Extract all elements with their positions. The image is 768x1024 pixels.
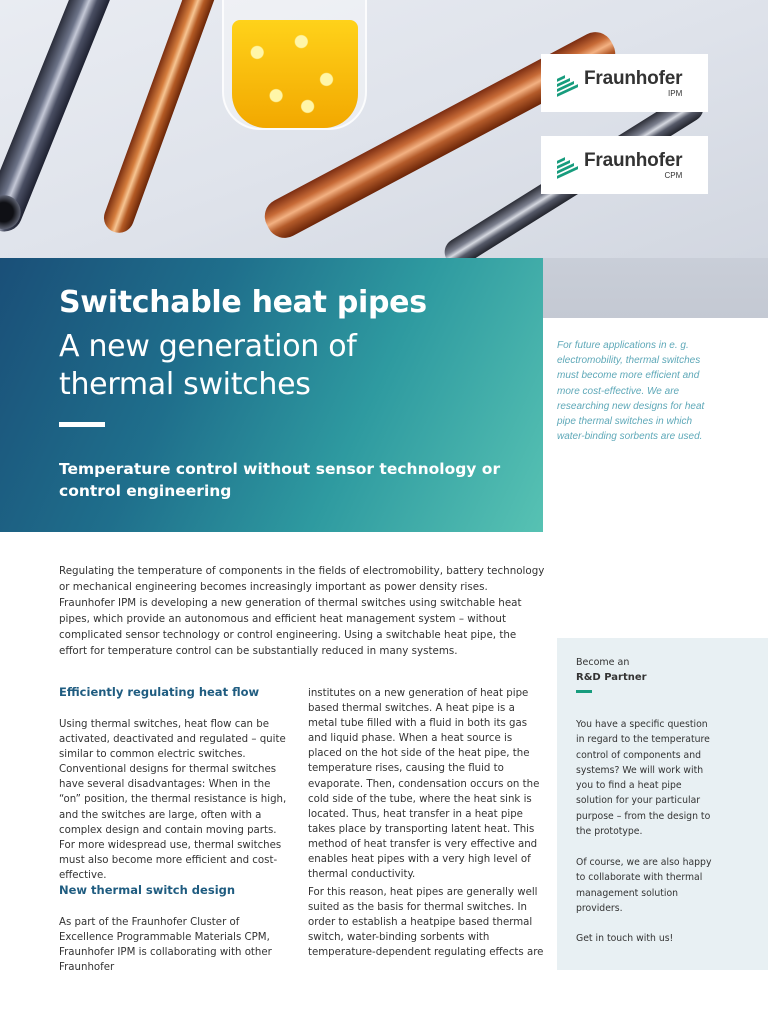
logo-name: Fraunhofer xyxy=(584,67,683,89)
sorbent-beads-image xyxy=(232,20,358,128)
title-divider xyxy=(59,422,105,427)
fraunhofer-cpm-logo xyxy=(541,136,708,194)
hero-photo-strip xyxy=(543,258,768,318)
body-paragraph: institutes on a new generation of heat pipe based thermal switches. A heat pipe is a metal tube filled with a fluid in both its gas and liquid phase. When a heat source is placed on the hot side of the heat pipe, the temperature rises, causing the fluid to evaporate. Then, condensation occurs on the cold side of the tube, where the heat sink is located. Thus, heat transfer in a heat pipe takes place by transporting latent heat. This method of heat transfer is very effective and enables heat pipes with a very high level of thermal conductivity. xyxy=(308,688,540,881)
rd-divider xyxy=(576,690,592,693)
rd-paragraph: You have a specific question in regard to the temperature control of components and systems? We will work with you to find a heat pipe solution for your particular purpose – from the design to the prototype. xyxy=(576,719,711,838)
fraunhofer-logo-icon xyxy=(557,155,578,176)
steel-tube-image xyxy=(0,0,119,237)
banner-tagline: Temperature control without sensor technology or control engineering xyxy=(59,460,501,500)
rd-pre-label: Become an xyxy=(576,657,630,668)
intro-paragraph: Regulating the temperature of components in the fields of electromobility, battery technology or mechanical engineering becomes increasingly important as power density rises. Fraunhofer IPM is developing a new generation of thermal switches using switchable heat pipes, which provide an autonomous and efficient heat management system – without complicated sensor technology or control engineering. Using a switchable heat pipe, the effort for temperature control can be substantially reduced in many systems. xyxy=(59,565,545,657)
page-subtitle: A new generation of thermal switches xyxy=(59,329,357,402)
section-heading: New thermal switch design xyxy=(59,883,236,897)
page-title: Switchable heat pipes xyxy=(59,285,427,320)
logo-name: Fraunhofer xyxy=(584,149,683,171)
rd-paragraph: Of course, we are also happy to collaborate with thermal management solution providers. xyxy=(576,857,712,914)
rd-title: R&D Partner xyxy=(576,672,647,683)
sidenote: For future applications in e. g. electromobility, thermal switches must become more efficient and more cost-effective. We are researching new designs for heat pipe thermal switches in which water-binding sorbents are used. xyxy=(557,340,705,443)
logo-sub: IPM xyxy=(668,88,683,98)
section-heading: Efficiently regulating heat flow xyxy=(59,685,260,699)
logo-sub: CPM xyxy=(664,170,683,180)
body-paragraph: As part of the Fraunhofer Cluster of Excellence Programmable Materials CPM, Fraunhofer IPM is collaborating with other Fraunhofer xyxy=(59,917,272,974)
body-paragraph: For this reason, heat pipes are generally well suited as the basis for thermal switches. In order to establish a heatpipe based thermal switch, water-binding sorbents with temperature-dependent regulating effects are xyxy=(308,887,544,959)
copper-tube-image xyxy=(100,0,221,237)
fraunhofer-logo-icon xyxy=(557,73,578,94)
fraunhofer-ipm-logo xyxy=(541,54,708,112)
body-paragraph: Using thermal switches, heat flow can be activated, deactivated and regulated – quite similar to common electric switches. Conventional designs for thermal switches have several disadvantages: When in the “on” position, the thermal resistance is high, and the switches are large, often with a complex design and contain moving parts. For more widespread use, thermal switches must also become more efficient and cost-effective. xyxy=(59,719,287,881)
rd-contact-text: Get in touch with us! xyxy=(576,933,674,944)
